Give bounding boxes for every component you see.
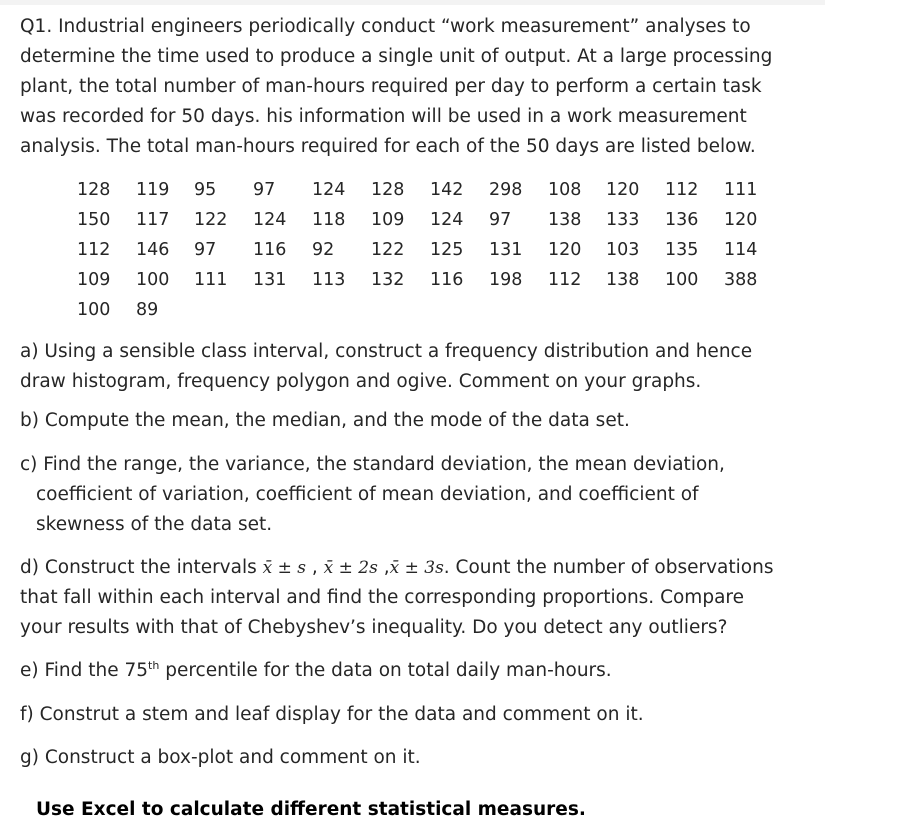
math-separator: , — [377, 557, 390, 578]
part-g-text: g) Construct a box-plot and comment on it. — [20, 747, 421, 768]
data-row — [77, 265, 764, 295]
part-a — [20, 337, 752, 397]
part-e-prefix: e) Find the 75 — [20, 660, 149, 681]
math-separator: , — [306, 557, 324, 578]
part-d-suffix: . Count the number of observations — [443, 557, 774, 578]
data-value: 109 — [371, 210, 405, 230]
interval-3-math: x̄ ± 3s — [389, 558, 444, 578]
data-value: 136 — [665, 210, 699, 230]
data-value: 124 — [253, 210, 287, 230]
data-value: 112 — [548, 270, 582, 290]
data-value: 114 — [724, 240, 758, 260]
data-row — [77, 235, 764, 265]
part-b-text: b) Compute the mean, the median, and the mode of the data set. — [20, 410, 630, 431]
intro-line: Q1. Industrial engineers periodically conduct “work measurement” analyses to — [20, 16, 751, 37]
data-value: 122 — [371, 240, 405, 260]
data-value: 150 — [77, 210, 111, 230]
part-a-line: draw histogram, frequency polygon and ogive. Comment on your graphs. — [20, 371, 702, 392]
intro-line: was recorded for 50 days. his information will be used in a work measurement — [20, 106, 747, 127]
data-table — [77, 175, 764, 325]
data-value: 125 — [430, 240, 464, 260]
data-value: 92 — [312, 240, 335, 260]
data-value: 97 — [489, 210, 512, 230]
part-a-line: a) Using a sensible class interval, construct a frequency distribution and hence — [20, 341, 753, 362]
data-value: 120 — [724, 210, 758, 230]
data-value: 146 — [136, 240, 170, 260]
data-value: 135 — [665, 240, 699, 260]
part-d-line-1 — [20, 553, 773, 583]
intro-line: analysis. The total man-hours required for each of the 50 days are listed below. — [20, 136, 756, 157]
part-d-prefix: d) Construct the intervals — [20, 557, 263, 578]
part-f — [20, 700, 644, 730]
data-value: 133 — [606, 210, 640, 230]
data-value: 97 — [194, 240, 217, 260]
data-value: 97 — [253, 180, 276, 200]
part-e-line — [20, 656, 612, 686]
footer-instruction: Use Excel to calculate different statistical measures. — [36, 799, 586, 820]
data-value: 138 — [606, 270, 640, 290]
ordinal-superscript: th — [148, 658, 160, 672]
data-value: 100 — [136, 270, 170, 290]
part-e — [20, 656, 612, 686]
data-value: 112 — [77, 240, 111, 260]
data-value: 95 — [194, 180, 217, 200]
data-value: 109 — [77, 270, 111, 290]
data-value: 124 — [312, 180, 346, 200]
data-value: 131 — [489, 240, 523, 260]
intro-line: plant, the total number of man-hours required per day to perform a certain task — [20, 76, 762, 97]
data-row — [77, 295, 764, 325]
interval-2-math: x̄ ± 2s — [323, 558, 378, 578]
part-e-suffix: percentile for the data on total daily man-hours. — [159, 660, 612, 681]
part-g — [20, 743, 421, 773]
data-value: 124 — [430, 210, 464, 230]
data-value: 111 — [724, 180, 758, 200]
data-row — [77, 205, 764, 235]
part-c — [20, 450, 725, 540]
data-value: 119 — [136, 180, 170, 200]
part-f-text: f) Construt a stem and leaf display for the data and comment on it. — [20, 704, 644, 725]
data-value: 298 — [489, 180, 523, 200]
part-d — [20, 553, 773, 643]
intro-line: determine the time used to produce a single unit of output. At a large processing — [20, 46, 773, 67]
part-c-line: c) Find the range, the variance, the standard deviation, the mean deviation, — [20, 454, 725, 475]
data-row — [77, 175, 764, 205]
data-value: 116 — [253, 240, 287, 260]
data-value: 132 — [371, 270, 405, 290]
data-value: 118 — [312, 210, 346, 230]
part-c-line: coefficient of variation, coefficient of mean deviation, and coefficient of — [36, 484, 699, 505]
data-value: 138 — [548, 210, 582, 230]
part-d-line-2: that fall within each interval and find the corresponding proportions. Compare — [20, 587, 744, 608]
data-value: 112 — [665, 180, 699, 200]
data-value: 108 — [548, 180, 582, 200]
data-value: 142 — [430, 180, 464, 200]
right-margin — [825, 0, 900, 835]
part-b — [20, 406, 630, 436]
data-value: 113 — [312, 270, 346, 290]
data-value: 89 — [136, 300, 159, 320]
question-intro — [20, 12, 772, 162]
part-d-line-3: your results with that of Chebyshev’s inequality. Do you detect any outliers? — [20, 617, 728, 638]
data-value: 117 — [136, 210, 170, 230]
data-value: 103 — [606, 240, 640, 260]
data-value: 122 — [194, 210, 228, 230]
data-value: 100 — [665, 270, 699, 290]
data-value: 198 — [489, 270, 523, 290]
data-value: 120 — [548, 240, 582, 260]
data-value: 131 — [253, 270, 287, 290]
data-value: 128 — [77, 180, 111, 200]
data-value: 388 — [724, 270, 758, 290]
part-c-line: skewness of the data set. — [36, 514, 273, 535]
data-value: 116 — [430, 270, 464, 290]
data-value: 128 — [371, 180, 405, 200]
data-value: 100 — [77, 300, 111, 320]
data-value: 120 — [606, 180, 640, 200]
data-value: 111 — [194, 270, 228, 290]
interval-1-math: x̄ ± s — [262, 558, 306, 578]
